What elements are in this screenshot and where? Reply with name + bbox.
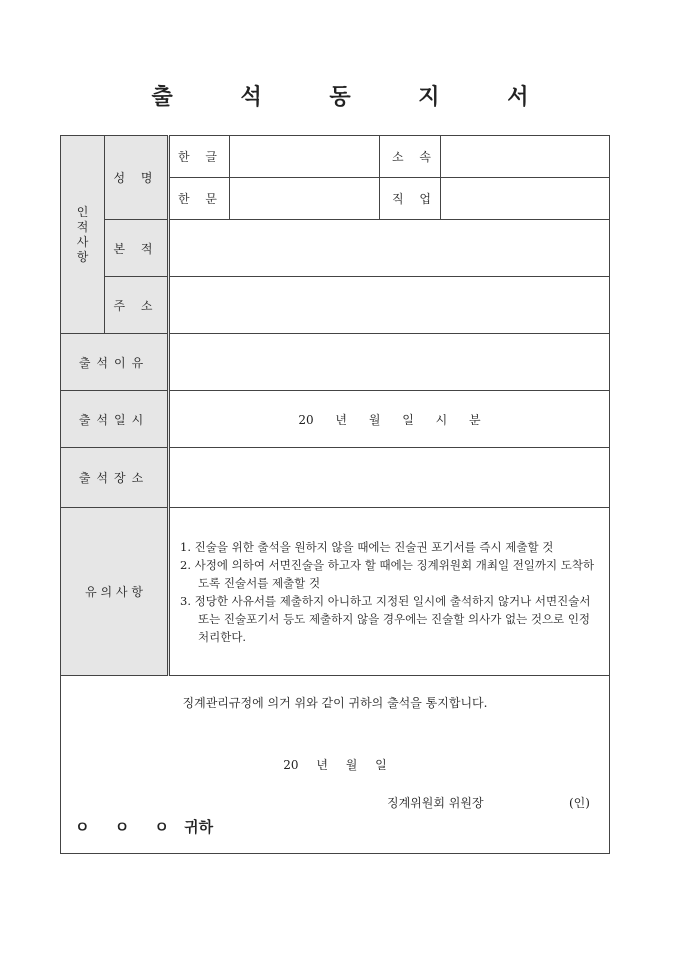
notice-text: 징계관리규정에 의거 위와 같이 귀하의 출석을 통지합니다.	[182, 696, 488, 710]
hanja-name-field[interactable]	[230, 178, 380, 220]
notice-date: 20 년 월 일	[283, 758, 387, 772]
hanja-name-label: 한 문	[169, 178, 230, 220]
notes-content	[169, 508, 610, 676]
summons-form-table	[60, 135, 610, 854]
note-item: 1. 진술을 위한 출석을 원하지 않을 때에는 진술권 포기서를 즉시 제출할 것	[180, 539, 554, 554]
affiliation-field[interactable]	[441, 136, 610, 178]
name-label: 성 명	[105, 136, 169, 220]
notes-label: 유 의 사 항	[61, 508, 169, 676]
recipient-name-placeholder: ㅇ ㅇ ㅇ	[75, 818, 179, 836]
issuer-title: 징계위원회 위원장	[387, 796, 484, 810]
domicile-field[interactable]	[169, 220, 610, 277]
note-item: 2. 사정에 의하여 서면진술을 하고자 할 때에는 징계위원회 개최일 전일까지 도착하도록 진술서를 제출할 것	[180, 557, 595, 590]
address-label: 주 소	[105, 277, 169, 334]
address-field[interactable]	[169, 277, 610, 334]
attendance-datetime-label: 출석일시	[61, 391, 169, 448]
recipient-suffix: 귀하	[184, 818, 214, 836]
korean-name-field[interactable]	[230, 136, 380, 178]
attendance-place-field[interactable]	[169, 448, 610, 508]
document-title: 출 석 동 지 서	[151, 84, 559, 110]
occupation-field[interactable]	[441, 178, 610, 220]
attendance-reason-label: 출석이유	[61, 334, 169, 391]
personal-info-label: 인적사항	[61, 136, 105, 334]
attendance-reason-field[interactable]	[169, 334, 610, 391]
notice-footer	[61, 676, 610, 854]
attendance-datetime-field[interactable]: 20 년 월 일 시 분	[169, 391, 610, 448]
affiliation-label: 소 속	[380, 136, 441, 178]
recipient-line	[75, 816, 213, 837]
attendance-place-label: 출석장소	[61, 448, 169, 508]
seal-mark: (인)	[569, 796, 590, 810]
note-item: 3. 정당한 사유서를 제출하지 아니하고 지정된 일시에 출석하지 않거나 서면진술서 또는 진술포기서 등도 제출하지 않을 경우에는 진술할 의사가 없는 것으로 인정처리한다.	[180, 593, 591, 644]
korean-name-label: 한 글	[169, 136, 230, 178]
domicile-label: 본 적	[105, 220, 169, 277]
occupation-label: 직 업	[380, 178, 441, 220]
